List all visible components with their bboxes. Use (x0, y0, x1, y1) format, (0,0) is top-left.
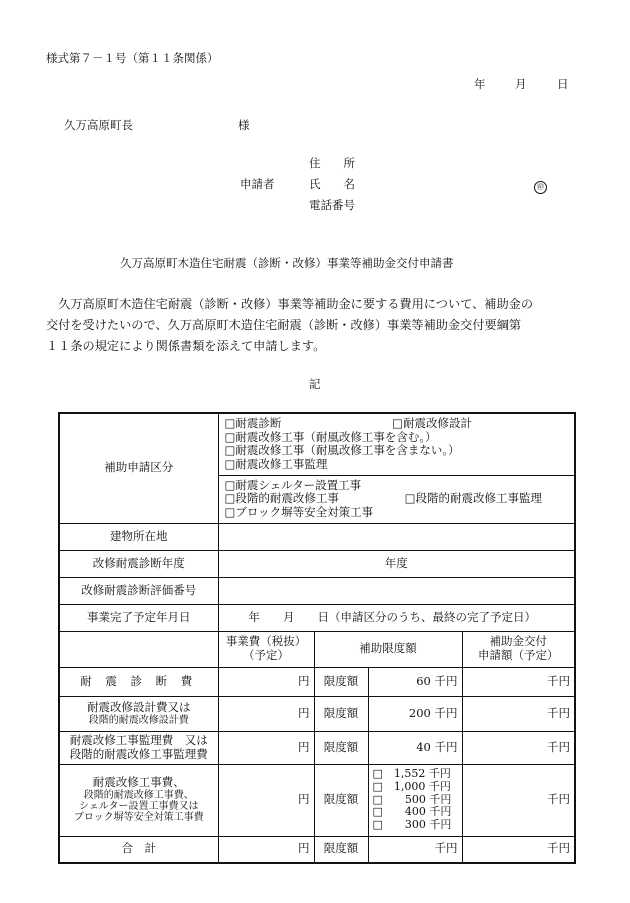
row-category (59, 413, 575, 523)
supervision-cost-yen[interactable]: 円 (218, 731, 314, 764)
evaluation-number-field[interactable] (218, 577, 575, 604)
construction-cost-label: 耐震改修工事費、 段階的耐震改修工事費、 シェルター設置工事費又は ブロック塀等安全対策工事費 (59, 764, 218, 836)
construction-cost-yen[interactable]: 円 (218, 764, 314, 836)
seal-mark: ㊞ (534, 179, 547, 194)
header-subsidy-limit: 補助限度額 (314, 631, 462, 667)
diagnosis-year-label: 改修耐震診断年度 (59, 550, 218, 577)
row-construction-cost (59, 764, 575, 836)
design-grant-thousand-yen[interactable]: 千円 (462, 696, 575, 731)
body-text-line-3: １１条の規定により関係書類を添えて申請します。 (46, 339, 326, 353)
total-label: 合 計 (59, 836, 218, 863)
construction-limit-label: 限度額 (314, 764, 368, 836)
date-month: 月 (515, 77, 527, 91)
option-block-wall-safety[interactable]: □ブロック塀等安全対策工事 (224, 504, 374, 519)
diagnosis-grant-thousand-yen[interactable]: 千円 (462, 667, 575, 696)
design-limit-label: 限度額 (314, 696, 368, 731)
building-location-label: 建物所在地 (59, 523, 218, 550)
option-construction-supervision[interactable]: □耐震改修工事監理 (224, 456, 328, 471)
form-number: 様式第７－１号（第１１条関係） (46, 51, 219, 65)
supervision-grant-thousand-yen[interactable]: 千円 (462, 731, 575, 764)
total-limit-label: 限度額 (314, 836, 368, 863)
option-seismic-design[interactable]: □耐震改修設計 (392, 416, 472, 431)
row-building-location (59, 523, 575, 550)
limit-option-400[interactable]: □ 400 千円 (372, 805, 452, 819)
completion-date-label: 事業完了予定年月日 (59, 604, 218, 631)
row-supervision-cost (59, 731, 575, 764)
total-limit-thousand-yen[interactable]: 千円 (368, 836, 462, 863)
construction-limit-options (368, 764, 462, 836)
document-title: 久万高原町木造住宅耐震（診断・改修）事業等補助金交付申請書 (120, 256, 454, 270)
design-cost-label: 耐震改修設計費又は 段階的耐震改修設計費 (59, 696, 218, 731)
diagnosis-cost-yen[interactable]: 円 (218, 667, 314, 696)
limit-option-1000[interactable]: □ 1,000 千円 (372, 780, 451, 794)
option-seismic-diagnosis[interactable]: □耐震診断 (224, 416, 282, 431)
limit-option-500[interactable]: □ 500 千円 (372, 792, 452, 806)
construction-grant-thousand-yen[interactable]: 千円 (462, 764, 575, 836)
option-staged-construction[interactable]: □段階的耐震改修工事 (224, 491, 339, 506)
row-total (59, 836, 575, 863)
header-project-cost: 事業費（税抜） （予定） (218, 631, 314, 667)
date-year: 年 (474, 77, 486, 91)
limit-option-1552[interactable]: □ 1,552 千円 (372, 767, 451, 781)
supervision-limit-value: 40 千円 (368, 731, 462, 764)
category-label: 補助申請区分 (59, 413, 218, 523)
category-options (218, 413, 575, 523)
ki-heading: 記 (309, 377, 321, 391)
application-table (58, 412, 576, 864)
option-construction-with-wind[interactable]: □耐震改修工事（耐風改修工事を含む。） (224, 429, 437, 444)
row-diagnosis-year (59, 550, 575, 577)
building-location-field[interactable] (218, 523, 575, 550)
row-diagnosis-cost (59, 667, 575, 696)
row-evaluation-number (59, 577, 575, 604)
diagnosis-cost-label: 耐 震 診 断 費 (59, 667, 218, 696)
supervision-cost-label: 耐震改修工事監理費 又は 段階的耐震改修工事監理費 (59, 731, 218, 764)
addressee: 久万高原町長 (64, 118, 133, 132)
design-limit-value: 200 千円 (368, 696, 462, 731)
supervision-limit-label: 限度額 (314, 731, 368, 764)
applicant-label: 申請者 (240, 177, 275, 191)
row-completion-date (59, 604, 575, 631)
diagnosis-year-field[interactable]: 年度 (218, 550, 575, 577)
limit-option-300[interactable]: □ 300 千円 (372, 817, 452, 831)
header-grant-amount: 補助金交付 申請額（予定） (462, 631, 575, 667)
evaluation-number-label: 改修耐震診断評価番号 (59, 577, 218, 604)
date-day: 日 (557, 77, 569, 91)
body-text-line-2: 交付を受けたいので、久万高原町木造住宅耐震（診断・改修）事業等補助金交付要綱第 (46, 318, 522, 332)
body-text-line-1: 久万高原町木造住宅耐震（診断・改修）事業等補助金に要する費用について、補助金の (46, 297, 534, 311)
honorific: 様 (238, 118, 250, 132)
diagnosis-limit-value: 60 千円 (368, 667, 462, 696)
name-label: 氏 名 (309, 177, 355, 191)
design-cost-yen[interactable]: 円 (218, 696, 314, 731)
option-staged-supervision[interactable]: □段階的耐震改修工事監理 (404, 491, 542, 506)
option-construction-without-wind[interactable]: □耐震改修工事（耐風改修工事を含まない。） (224, 443, 460, 458)
phone-label: 電話番号 (309, 198, 355, 212)
address-label: 住 所 (309, 156, 355, 170)
diagnosis-limit-label: 限度額 (314, 667, 368, 696)
row-design-cost (59, 696, 575, 731)
row-column-headers (59, 631, 575, 667)
total-cost-yen[interactable]: 円 (218, 836, 314, 863)
option-shelter-installation[interactable]: □耐震シェルター設置工事 (224, 477, 362, 492)
total-grant-thousand-yen[interactable]: 千円 (462, 836, 575, 863)
completion-date-field[interactable]: 年 月 日（申請区分のうち、最終の完了予定日） (218, 604, 575, 631)
header-blank (59, 631, 218, 667)
